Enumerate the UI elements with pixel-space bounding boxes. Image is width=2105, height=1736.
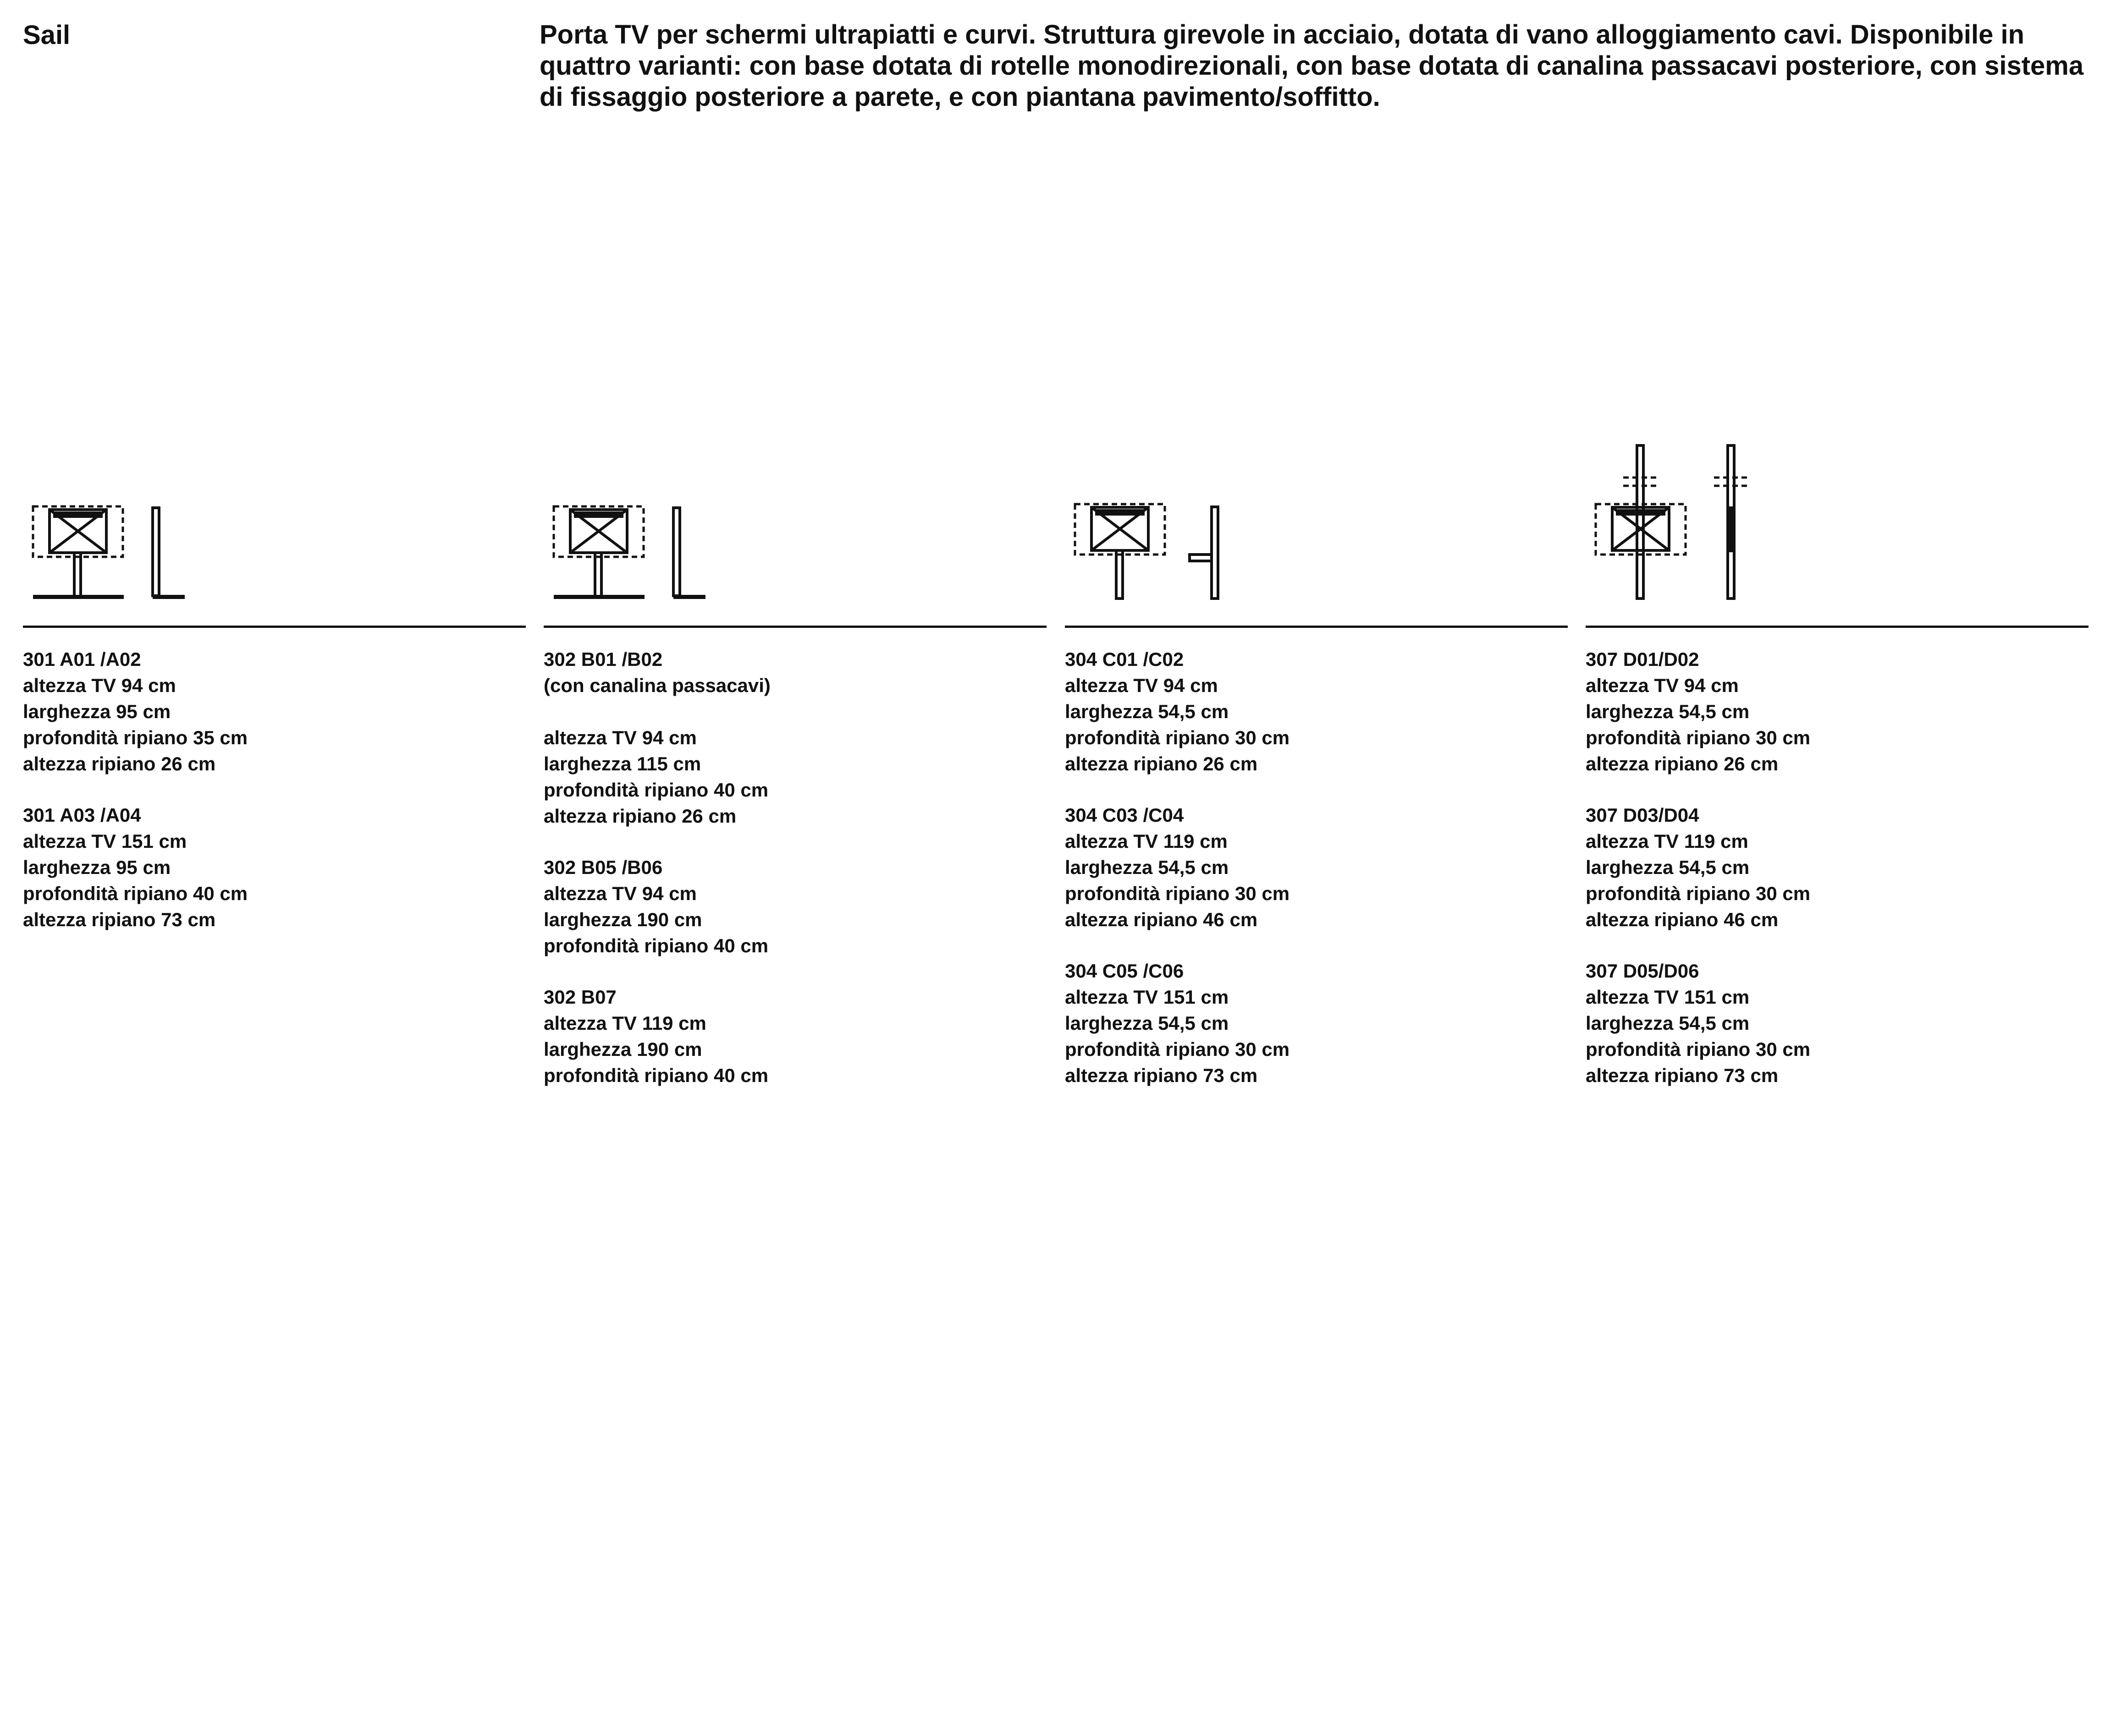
- model-code: 307 D03/D04: [1586, 804, 1699, 826]
- model-code: 301 A01 /A02: [23, 648, 141, 670]
- spec-line: altezza TV 94 cm: [1065, 675, 1218, 696]
- spec-line: larghezza 54,5 cm: [1586, 857, 1750, 878]
- spec-line: altezza TV 94 cm: [544, 727, 697, 748]
- spec-line: altezza TV 151 cm: [1065, 986, 1229, 1008]
- spec-line: profondità ripiano 30 cm: [1586, 1038, 1811, 1060]
- spec-line: altezza TV 151 cm: [23, 830, 187, 852]
- variant-column-d: [1586, 412, 2090, 1100]
- spec-line: larghezza 190 cm: [544, 909, 702, 930]
- spec-group: [544, 646, 1048, 829]
- spec-line: altezza TV 94 cm: [23, 675, 176, 696]
- spec-line: altezza ripiano 46 cm: [1065, 909, 1258, 930]
- spec-line: altezza TV 119 cm: [1065, 830, 1228, 852]
- variant-c-drawing: [1065, 412, 1569, 628]
- spec-group: [23, 646, 527, 777]
- variant-specs: [1586, 646, 2090, 1114]
- spec-group: [544, 984, 1048, 1088]
- spec-line: profondità ripiano 30 cm: [1065, 1038, 1290, 1060]
- spec-line: larghezza 54,5 cm: [1065, 1012, 1229, 1034]
- model-code: 304 C01 /C02: [1065, 648, 1184, 670]
- spec-group: [1065, 958, 1569, 1088]
- variant-a-drawing: [23, 412, 527, 628]
- variant-specs: [1065, 646, 1569, 1114]
- spec-line: profondità ripiano 40 cm: [23, 883, 248, 904]
- model-code: 307 D05/D06: [1586, 960, 1699, 982]
- column-divider-line: [23, 626, 526, 628]
- column-divider-line: [1065, 626, 1568, 628]
- product-name: Sail: [23, 20, 71, 50]
- spec-line: profondità ripiano 30 cm: [1586, 883, 1811, 904]
- spec-line: profondità ripiano 30 cm: [1586, 727, 1811, 748]
- spec-line: profondità ripiano 40 cm: [544, 1065, 769, 1086]
- variant-specs: [544, 646, 1048, 1114]
- spec-group: [544, 854, 1048, 959]
- spec-line: altezza ripiano 26 cm: [1586, 753, 1779, 775]
- spec-group: [23, 802, 527, 933]
- spec-line: altezza ripiano 73 cm: [23, 909, 216, 930]
- spec-line: larghezza 54,5 cm: [1586, 701, 1750, 722]
- spec-line: larghezza 115 cm: [544, 753, 701, 775]
- column-divider-line: [544, 626, 1047, 628]
- tv-stand-cable-channel-drawing: [544, 412, 1048, 628]
- variant-column-a: [23, 412, 527, 1100]
- model-code: 302 B07: [544, 986, 617, 1008]
- spec-line: larghezza 95 cm: [23, 857, 171, 878]
- spec-line: altezza ripiano 73 cm: [1065, 1065, 1258, 1086]
- spec-group: [1065, 802, 1569, 933]
- spec-line: larghezza 54,5 cm: [1065, 857, 1229, 878]
- spec-line: larghezza 54,5 cm: [1065, 701, 1229, 722]
- variant-note: (con canalina passacavi): [544, 675, 771, 696]
- spec-line: altezza ripiano 26 cm: [23, 753, 216, 775]
- product-description: Porta TV per schermi ultrapiatti e curvi. Struttura girevole in acciaio, dotata di vano alloggiamento cavi. Disponibile in quattro varianti: con base dotata di rotelle monodirezionali, con base dotata di canalina passacavi posteriore, con sistema di fissaggio posteriore a parete, e con piantana pavimento/soffitto.: [540, 20, 2084, 112]
- spec-line: altezza ripiano 26 cm: [1065, 753, 1258, 775]
- model-code: 304 C05 /C06: [1065, 960, 1184, 982]
- spec-line: profondità ripiano 30 cm: [1065, 727, 1290, 748]
- tv-stand-wall-mount-drawing: [1065, 412, 1569, 628]
- model-code: 301 A03 /A04: [23, 804, 141, 826]
- spec-line: altezza TV 119 cm: [1586, 830, 1748, 852]
- spec-line: altezza TV 119 cm: [544, 1012, 706, 1034]
- spec-line: profondità ripiano 30 cm: [1065, 883, 1290, 904]
- variant-specs: [23, 646, 527, 958]
- column-divider-line: [1586, 626, 2088, 628]
- variant-d-drawing: [1586, 412, 2090, 628]
- model-code: 304 C03 /C04: [1065, 804, 1184, 826]
- spec-line: altezza TV 94 cm: [1586, 675, 1739, 696]
- model-code: 307 D01/D02: [1586, 648, 1699, 670]
- spec-line: larghezza 54,5 cm: [1586, 1012, 1750, 1034]
- model-code: 302 B01 /B02: [544, 648, 663, 670]
- spec-line: altezza ripiano 26 cm: [544, 805, 737, 827]
- tv-stand-base-wheels-drawing: [23, 412, 527, 628]
- variant-column-b: [544, 412, 1048, 1100]
- spec-line: profondità ripiano 40 cm: [544, 779, 769, 801]
- spec-line: larghezza 95 cm: [23, 701, 171, 722]
- spec-line: altezza ripiano 46 cm: [1586, 909, 1779, 930]
- model-code: 302 B05 /B06: [544, 857, 663, 878]
- spec-line: profondità ripiano 40 cm: [544, 935, 769, 956]
- spec-group: [1586, 958, 2090, 1088]
- variant-b-drawing: [544, 412, 1048, 628]
- spec-group: [1065, 646, 1569, 777]
- spec-line: profondità ripiano 35 cm: [23, 727, 248, 748]
- variant-column-c: [1065, 412, 1569, 1100]
- spec-group: [1586, 802, 2090, 933]
- spec-group: [1586, 646, 2090, 777]
- spec-line: altezza ripiano 73 cm: [1586, 1065, 1779, 1086]
- tv-stand-floor-ceiling-drawing: [1586, 412, 2090, 628]
- spec-line: larghezza 190 cm: [544, 1038, 702, 1060]
- spec-line: altezza TV 151 cm: [1586, 986, 1750, 1008]
- spec-line: altezza TV 94 cm: [544, 883, 697, 904]
